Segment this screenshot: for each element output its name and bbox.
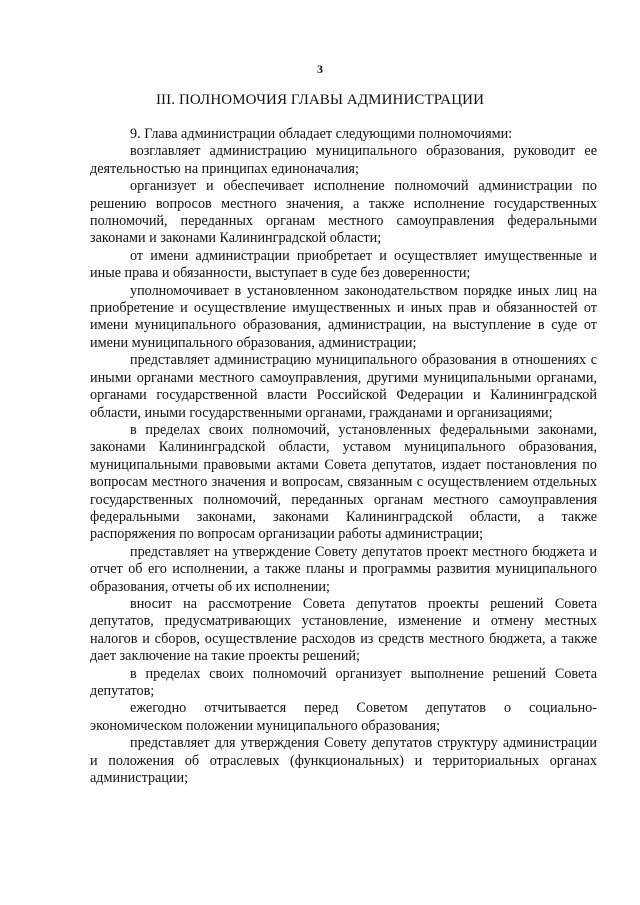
section-heading: III. ПОЛНОМОЧИЯ ГЛАВЫ АДМИНИСТРАЦИИ [155,92,485,108]
paragraph: ежегодно отчитывается перед Советом депутатов о социально-экономическом положении муниципального образования; [90,700,597,734]
paragraph: представляет администрацию муниципального образования в отношениях с иными органами местного самоуправления, другими муниципальными органами, органами государственной власти Российской Федерации и Калининградской области, иными государственными органами, гражданами и организациями; [90,352,597,421]
paragraph: организует и обеспечивает исполнение полномочий администрации по решению вопросов местного значения, а также исполнение государственных полномочий, переданных органам местного самоуправления федеральными законами и законами Калининградской области; [90,178,597,247]
paragraph: 9. Глава администрации обладает следующими полномочиями: [130,126,513,142]
paragraph: в пределах своих полномочий, установленных федеральными законами, законами Калининградской области, уставом муниципального образования, муниципальными правовыми актами Совета депутатов, издает постановления по вопросам местного значения и вопросам, связанным с осуществлением отдельных государственных полномочий, переданных органам местного самоуправления федеральными законами, законами Калининградской области, а также распоряжения по вопросам организации работы администрации; [90,421,597,543]
paragraph: представляет на утверждение Совету депутатов проект местного бюджета и отчет об его исполнении, а также планы и программы развития муниципального образования, отчеты об их исполнении; [90,543,597,595]
body-text [90,126,597,787]
paragraph: от имени администрации приобретает и осуществляет имущественные и иные права и обязанности, выступает в суде без доверенности; [90,247,597,282]
page-number: 3 [317,62,323,76]
paragraph: вносит на рассмотрение Совета депутатов проекты решений Совета депутатов, предусматривающих установление, изменение и отмену местных налогов и сборов, осуществление расходов из средств местного бюджета, а также дает заключение на такие проекты решений; [90,595,597,665]
paragraph: представляет для утверждения Совету депутатов структуру администрации и положения об отраслевых (функциональных) и территориальных органах администрации; [90,735,597,787]
paragraph: в пределах своих полномочий организует выполнение решений Совета депутатов; [90,665,597,699]
paragraph: возглавляет администрацию муниципального образования, руководит ее деятельностью на принципах единоначалия; [90,143,597,177]
paragraph: уполномочивает в установленном законодательством порядке иных лиц на приобретение и осуществление имущественных и иных прав и обязанностей от имени муниципального образования, администрации, на выступление в суде от имени муниципального образования, администрации; [90,282,597,351]
